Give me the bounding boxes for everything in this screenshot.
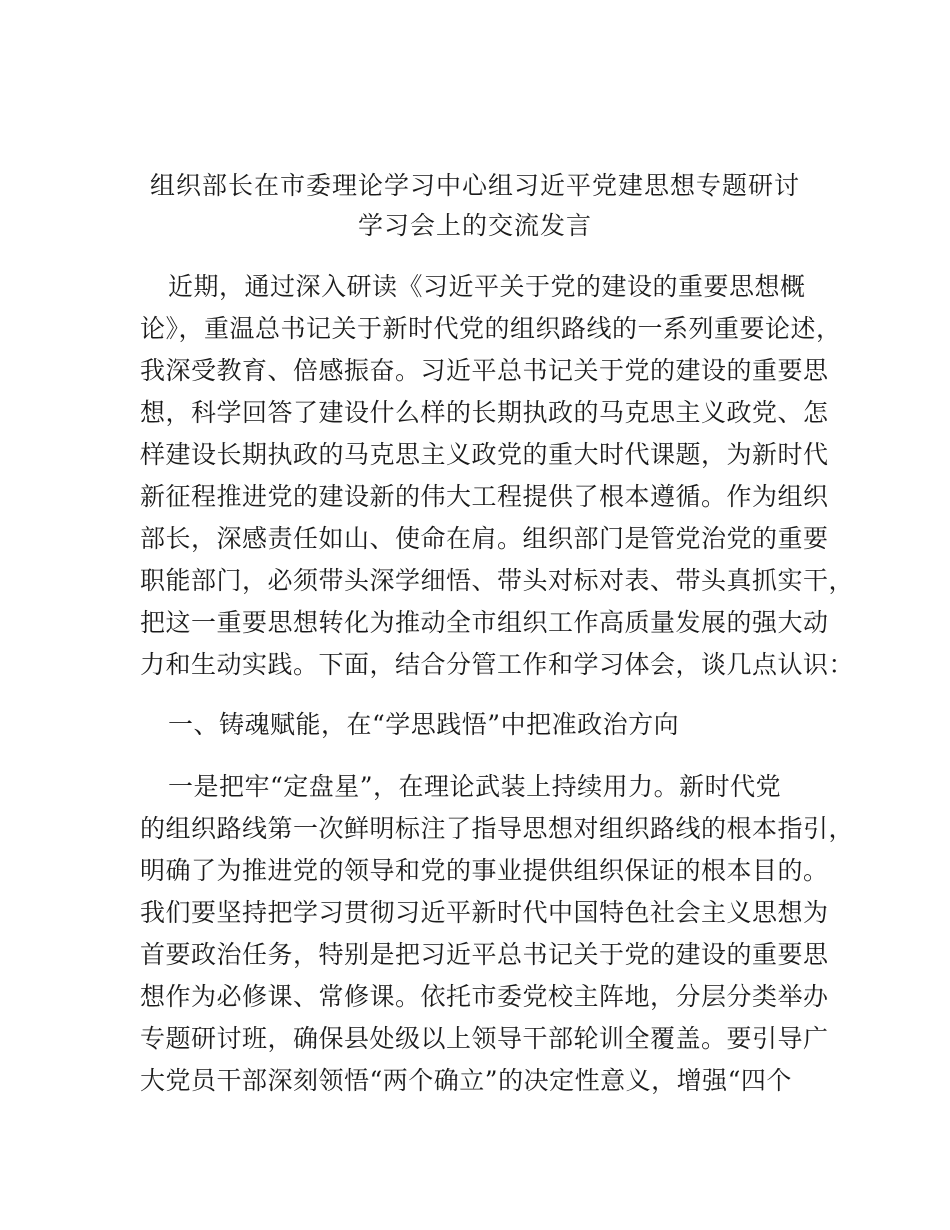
paragraph-line: 想作为必修课、常修课。依托市委党校主阵地，分层分类举办 xyxy=(140,982,829,1011)
document-title-line-1: 组织部长在市委理论学习中心组习近平党建思想专题研讨 xyxy=(149,171,800,200)
paragraph-line: 职能部门，必须带头深学细悟、带头对标对表、带头真抓实干， xyxy=(140,566,855,595)
document-title-line-2: 学习会上的交流发言 xyxy=(357,211,592,240)
paragraph-line: 我深受教育、倍感振奋。习近平总书记关于党的建设的重要思 xyxy=(140,356,829,385)
paragraph-line: 明确了为推进党的领导和党的事业提供组织保证的根本目的。 xyxy=(140,856,829,885)
paragraph-line: 新征程推进党的建设新的伟大工程提供了根本遵循。作为组织 xyxy=(140,482,829,511)
paragraph-line: 大党员干部深刻领悟“两个确立”的决定性意义，增强“四个 xyxy=(140,1066,792,1095)
paragraph-line: 把这一重要思想转化为推动全市组织工作高质量发展的强大动 xyxy=(140,608,829,637)
paragraph-line: 首要政治任务，特别是把习近平总书记关于党的建设的重要思 xyxy=(140,940,829,969)
paragraph-line: 样建设长期执政的马克思主义政党的重大时代课题，为新时代 xyxy=(140,440,829,469)
paragraph-line: 近期，通过深入研读《习近平关于党的建设的重要思想概 xyxy=(168,272,806,301)
paragraph-line: 的组织路线第一次鲜明标注了指导思想对组织路线的根本指引， xyxy=(140,814,855,843)
paragraph-line: 论》，重温总书记关于新时代党的组织路线的一系列重要论述， xyxy=(140,314,842,343)
paragraph-line: 力和生动实践。下面，结合分管工作和学习体会，谈几点认识： xyxy=(140,650,855,679)
paragraph-line: 我们要坚持把学习贯彻习近平新时代中国特色社会主义思想为 xyxy=(140,898,829,927)
section-heading: 一、铸魂赋能，在“学思践悟”中把准政治方向 xyxy=(168,710,680,739)
paragraph-line: 想，科学回答了建设什么样的长期执政的马克思主义政党、怎 xyxy=(140,398,829,427)
paragraph-line: 部长，深感责任如山、使命在肩。组织部门是管党治党的重要 xyxy=(140,524,829,553)
paragraph-line: 一是把牢“定盘星”，在理论武装上持续用力。新时代党 xyxy=(168,772,782,801)
paragraph-line: 专题研讨班，确保县处级以上领导干部轮训全覆盖。要引导广 xyxy=(140,1024,829,1053)
